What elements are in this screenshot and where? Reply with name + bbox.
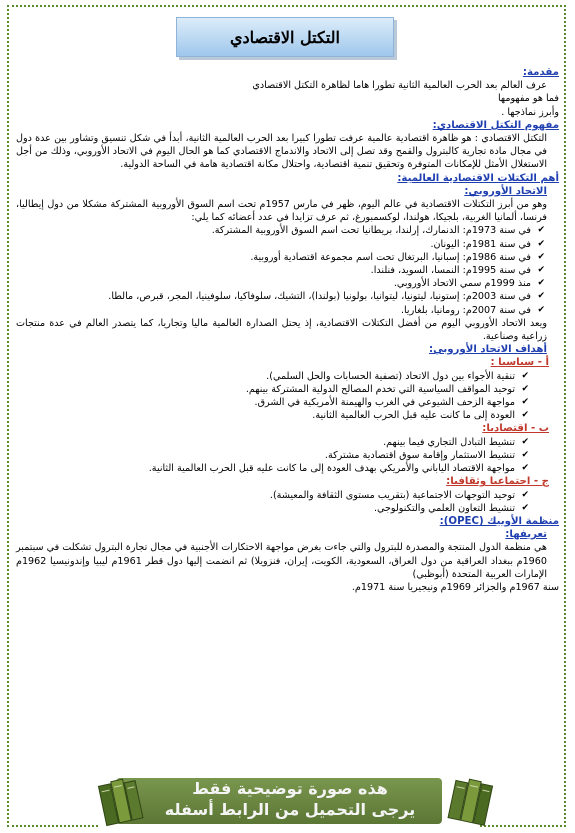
list-item: ✔ تنقية الأجواء بين دول الاتحاد (تصفية الحسابات والحل السلمي). (266, 370, 529, 382)
check-icon: ✔ (521, 463, 529, 474)
opec-text-1: هي منظمة الدول المنتجة والمصدرة للبترول والتي جاءت بغرض مواجهة الاحتكارات الأجنبية في مجال تجارة البترول تشكلت في سبتمبر 1960م ببغداد العراقية من دول العراق، السعودية، الكويت، إيران، فنزويلا) ثم انضمت إليها دول قطر 1961م ليبيا وإندونيسيا 1962م الإمارات العربية المتحدة (أبوظبي) (16, 542, 547, 580)
economic-goals-heading: ب - اقتصاديا: (482, 423, 549, 435)
check-icon: ✔ (537, 304, 545, 315)
economic-goals-list (16, 436, 559, 476)
list-item: ✔ العودة إلى ما كانت عليه قبل الحرب العالمية الثانية. (312, 410, 529, 422)
banner-download-text[interactable]: يرجى التحميل من الرابط أسفله (164, 800, 416, 819)
books-icon (446, 774, 496, 828)
check-icon: ✔ (521, 489, 529, 500)
eu-intro-text: وهو من أبرز التكتلات الاقتصادية في عالم اليوم، ظهر في مارس 1957م تحت اسم السوق الأوروبية المشتركة مشكلا من دول إيطاليا، فرنسا، ألمانيا الغربية، بلجيكا، هولندا، لوكسمبورغ، ثم عرف تزايدا في عدد أعضائه كما يلي: (16, 199, 547, 224)
check-icon: ✔ (521, 449, 529, 460)
check-icon: ✔ (521, 383, 529, 394)
eu-summary-text: ويعد الاتحاد الأوروبي اليوم من أفضل التكتلات الاقتصادية، إذ يحتل الصدارة العالمية ماليا وتجاريا، كما يتصدر العالم في عدة منتجات زراعية وصناعية. (16, 317, 547, 343)
books-icon (96, 774, 146, 828)
check-icon: ✔ (537, 238, 545, 249)
page-title (176, 17, 394, 57)
list-item: ✔ في سنة 2003م: إستونيا، ليتونيا، ليتوانيا، بولونيا (بولندا)، التشيك، سلوفاكيا، سلوفينيا، المجر، قبرص، مالطا. (108, 291, 545, 303)
check-icon: ✔ (537, 225, 545, 236)
page-title-text: التكتل الاقتصادي (230, 27, 340, 47)
check-icon: ✔ (521, 370, 529, 381)
intro-line-3: وأبرز نماذجها . (501, 106, 559, 118)
opec-text-2: سنة 1967م والجزائر 1969م ونيجيريا سنة 1971م. (351, 581, 559, 593)
political-goals-heading: أ - سياسيا : (490, 357, 549, 369)
list-item: ✔ تنشيط الاستثمار وإقامة سوق اقتصادية مشتركة. (324, 449, 529, 461)
list-item: ✔ في سنة 1973م: الدنمارك، إرلندا، بريطانيا تحت اسم السوق الأوروبية المشتركة. (211, 225, 545, 237)
check-icon: ✔ (521, 436, 529, 447)
check-icon: ✔ (537, 251, 545, 262)
social-goals-list (16, 489, 559, 515)
check-icon: ✔ (537, 278, 545, 289)
banner-notice-text: هذه صورة توضيحية فقط (192, 779, 388, 798)
major-blocs-heading: أهم التكتلات الاقتصادية العالمية: (397, 172, 559, 184)
list-item: ✔ في سنة 2007م: رومانيا، بلغاريا. (400, 304, 545, 316)
check-icon: ✔ (521, 502, 529, 513)
lesson-content (16, 66, 559, 594)
check-icon: ✔ (521, 397, 529, 408)
check-icon: ✔ (521, 410, 529, 421)
intro-line-2: فما هو مفهومها (497, 93, 559, 105)
list-item: ✔ في سنة 1981م: اليونان. (430, 238, 545, 250)
check-icon: ✔ (537, 265, 545, 276)
opec-definition-heading: تعريفها: (505, 529, 547, 541)
intro-line-1: عرف العالم بعد الحرب العالمية الثانية تطورا هاما لظاهرة التكتل الاقتصادي (252, 80, 547, 92)
eu-goals-heading: أهداف الاتحاد الأوروبي: (429, 344, 547, 356)
list-item: ✔ مواجهة الاقتصاد الياباني والأمريكي بهدف العودة إلى ما كانت عليه قبل الحرب العالمية الثانية. (148, 463, 529, 475)
list-item: ✔ منذ 1999م سمي الاتحاد الأوروبي. (393, 278, 545, 290)
list-item: ✔ في سنة 1986م: إسبانيا، البرتغال تحت اسم مجموعة اقتصادية أوروبية. (250, 251, 545, 263)
eu-heading: الاتحاد الأوروبي: (464, 185, 547, 197)
opec-heading: منظمة الأوبيك (OPEC): (439, 515, 559, 527)
eu-membership-list (16, 224, 559, 316)
intro-heading: مقدمة: (522, 67, 559, 78)
concept-heading: مفهوم التكتل الاقتصادي: (432, 119, 559, 131)
list-item: ✔ في سنة 1995م: النمسا، السويد، فنلندا. (370, 265, 545, 277)
check-icon: ✔ (537, 291, 545, 302)
social-goals-heading: ج - اجتماعيا وثقافيا: (446, 476, 549, 488)
list-item: ✔ تنشيط التبادل التجاري فيما بينهم. (383, 436, 529, 448)
concept-text: التكتل الاقتصادي : هو ظاهرة اقتصادية عالمية عرفت تطورا كبيرا بعد الحرب العالمية الثانية، أبدأ في شكل تنسيق وتشاور بين عدة دول في مجال مادة تجارية كالبترول والقمح وقد تصل إلى الاتحاد والاندماج الاقتصادي كما هو الحال اليوم في الاتحاد الأوروبي، وذلك من أجل الاستغلال الأمثل للإمكانات المتوفرة وتحقيق تنمية اقتصادية، واحتلال مكانة اقتصادية هامة في الساحة الدولية. (16, 133, 547, 171)
political-goals-list (16, 370, 559, 423)
list-item: ✔ توحيد التوجهات الاجتماعية (بتقريب مستوى الثقافة والمعيشة). (269, 489, 529, 501)
list-item: ✔ مواجهة الزحف الشيوعي في الغرب والهيمنة الأمريكية في الشرق. (254, 397, 529, 409)
list-item: ✔ توحيد المواقف السياسية التي تخدم المصالح الدولية المشتركة بينهم. (245, 383, 529, 395)
list-item: ✔ تنشيط التعاون العلمي والتكنولوجي. (373, 502, 529, 514)
